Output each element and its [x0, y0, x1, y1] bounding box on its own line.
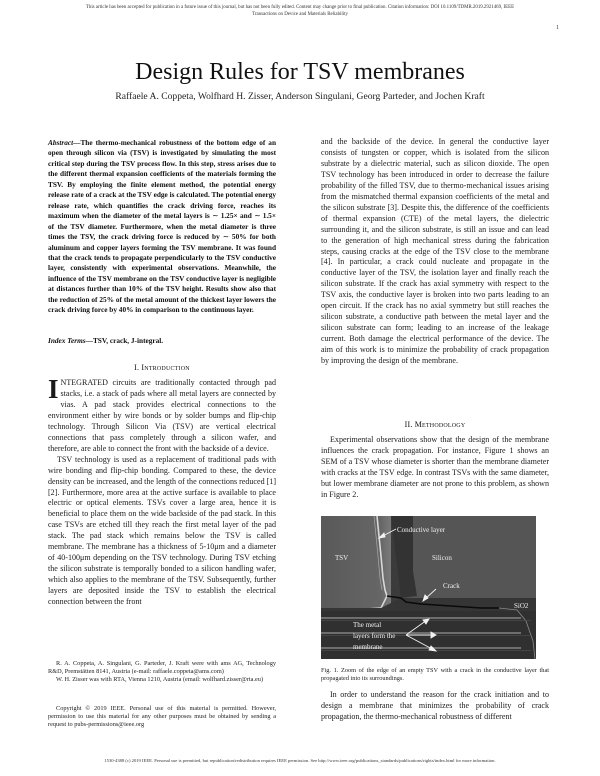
section-heading-introduction: I. Introduction [134, 363, 190, 372]
copyright-footer: 1530-4388 (c) 2019 IEEE. Personal use is permitted, but republication/redistribution requires IEEE permission. See http://www.ieee.org/publications_standards/publications/rights/index.html for more information. [104, 758, 496, 763]
paper-title: Design Rules for TSV membranes [135, 59, 465, 85]
notice-line-2: Transactions on Device and Materials Reliability [252, 12, 348, 17]
label-metal-line-3: membrane [353, 643, 383, 651]
figure-1-caption: Fig. 1. Zoom of the edge of an empty TSV with a crack in the conductive layer that propagated into its surroundings. [321, 667, 549, 683]
dropcap-letter: I [48, 374, 59, 404]
notice-line-1: This article has been accepted for publication in a future issue of this journal, but has not been fully edited. Content may change prior to final publication. Citation information: DOI 10.1109/TDMR.2019.2921469, IEEE [85, 5, 515, 10]
label-crack: Crack [443, 582, 460, 590]
index-terms-text: —TSV, crack, J-integral. [85, 336, 164, 345]
label-sio2: SiO2 [514, 602, 529, 610]
publication-notice [20, 4, 580, 18]
abstract [48, 138, 276, 316]
affiliation-2: W. H. Zisser was with RTA, Vienna 1210, Austria (email: wolfhard.zisser@rta.eu) [56, 676, 264, 684]
intro-paragraph-1 [48, 374, 276, 455]
abstract-label: Abstract [48, 138, 74, 147]
label-metal-line-2: layers form the [353, 632, 396, 640]
author-list: Raffaele A. Coppeta, Wolfhard H. Zisser, Anderson Singulani, Georg Parteder, and Jochen Kraft [115, 91, 485, 102]
introduction-body [48, 374, 276, 608]
copyright-text: Copyright © 2019 IEEE. Personal use of this material is permitted. However, permission to use this material for any other purposes must be obtained by sending a request to pubs-permissions@ieee.org [48, 705, 276, 729]
affiliation-1: R. A. Coppeta, A. Singulani, G. Parteder, J. Kraft were with ams AG, Technology R&D, Premstätten 8141, Austria (e-mail: raffaele.coppeta@ams.com) [48, 660, 276, 676]
intro-paragraph-2: TSV technology is used as a replacement of traditional pads with wire bonding and flip-chip bonding. Compared to these, the device density can be increased, and the length of the connections reduced [1] [2]. Furthermore, more area at the active surface is available to place electric or optical elements. TSVs cover a large area, hence it is beneficial to place them on the wide backside of the pad stack. In this case TSVs are etched till they reach the first metal layer of the pad stack. The pad stack which remains below the TSV is called membrane. The membrane has a thickness of 5-10μm and a diameter of 40-100μm depending on the TSV technology. During TSV etching the silicon substrate is temporally bonded to a silicon handling wafer, which also applies to the membrane of the TSV. Subsequently, further layers are deposited inside the TSV to establish the electrical connection between the front [48, 454, 276, 607]
introduction-continued [321, 137, 549, 367]
figure-1-sem-image [321, 516, 536, 659]
affiliation-footnote [48, 660, 276, 684]
methodology-paragraph-1: Experimental observations show that the design of the membrane influences the crack propagation. For instance, Figure 1 shows an SEM of a TSV whose diameter is shorter than the membrane diameter with cracks at the TSV edge. In contrast TSVs with the same diameter, but lower membrane diameter are not prone to this problem, as shown in Figure 2. [321, 435, 549, 499]
methodology-body [321, 435, 549, 501]
page-number: 1 [556, 25, 559, 31]
index-terms [48, 336, 276, 346]
section-heading-methodology: II. Methodology [404, 420, 466, 429]
copyright-footnote [48, 705, 276, 729]
methodology-paragraph-2: In order to understand the reason for the crack initiation and to design a membrane that minimizes the probability of crack propagation, the thermo-mechanical robustness of different [321, 690, 549, 721]
intro-paragraph-3: and the backside of the device. In general the conductive layer consists of tungsten or copper, which is isolated from the silicon substrate by a dielectric material, such as silicon dioxide. The open TSV technology has been introduced in order to decrease the failure probability of the filled TSV, due to thermo-mechanical issues arising from the mismatched thermal expansion coefficients of the metal and the silicon substrate [3]. Despite this, the difference of the coefficients of thermal expansion (CTE) of the metal layers, the dielectric surrounding it, and the silicon substrate, is still an issue and can lead to the generation of high mechanical stress during the fabrication steps, causing cracks at the edge of the TSV close to the membrane [4]. In particular, a crack could nucleate and propagate in the conductive layer of the TSV, the isolation layer and finally reach the silicon substrate. If the crack has axial symmetry with respect to the TSV axis, the conductive layer is broken into two parts leading to an open circuit. If the crack has no axial symmetry but still reaches the silicon substrate, a conductive path between the metal layer and the silicon substrate can form; leading to an increase of the leakage current. Both damage the electrical performance of the device. The aim of this work is to minimize the probability of crack propagation by improving the design of the membrane. [321, 137, 549, 366]
label-metal-line-1: The metal [353, 621, 382, 629]
label-tsv: TSV [335, 554, 349, 562]
abstract-text: —The thermo-mechanical robustness of the bottom edge of an open through silicon via (TSV) is investigated by simulating the most critical step during the TSV process flow. In this step, stress arises due to the different thermal expansion coefficients of the materials forming the TSV. By employing the finite element method, the potential energy release rate of a crack at the TSV edge is calculated. The potential energy release rate, which quantifies the crack driving force, reaches its maximum when the diameter of the metal layers is ∼ 1.25× and ∼ 1.5× of the TSV diameter. Furthermore, when the metal diameter is three times the TSV, the crack driving force is reduced by ∼ 50% for both aluminum and copper layers forming the TSV membrane. It was found that the crack tends to propagate perpendicularly to the TSV conductive layer, consistently with experimental observations. Meanwhile, the influence of the TSV membrane on the TSV conductive layer is negligible at distances further than 10% of the TSV height. Results show also that the reduction of 25% of the metal amount of the thickest layer lowers the crack driving force by 40% in comparison to the continuous layer. [48, 138, 276, 315]
methodology-body-continued [321, 690, 549, 723]
label-silicon: Silicon [432, 554, 452, 562]
label-conductive-layer: Conductive layer [397, 526, 446, 534]
intro-paragraph-1-text: NTEGRATED circuits are traditionally contacted through pad stacks, i.e. a stack of pads where all metal layers are connected by vias. A pad stack provides electrical connections to the environment either by wire bonds or by solder bumps and flip-chip technology. Through Silicon Via (TSV) are vertical electrical connections that pass completely through a silicon wafer, and therefore, are able to connect the front with the backside of a device. [48, 378, 276, 453]
index-terms-label: Index Terms [48, 336, 86, 345]
